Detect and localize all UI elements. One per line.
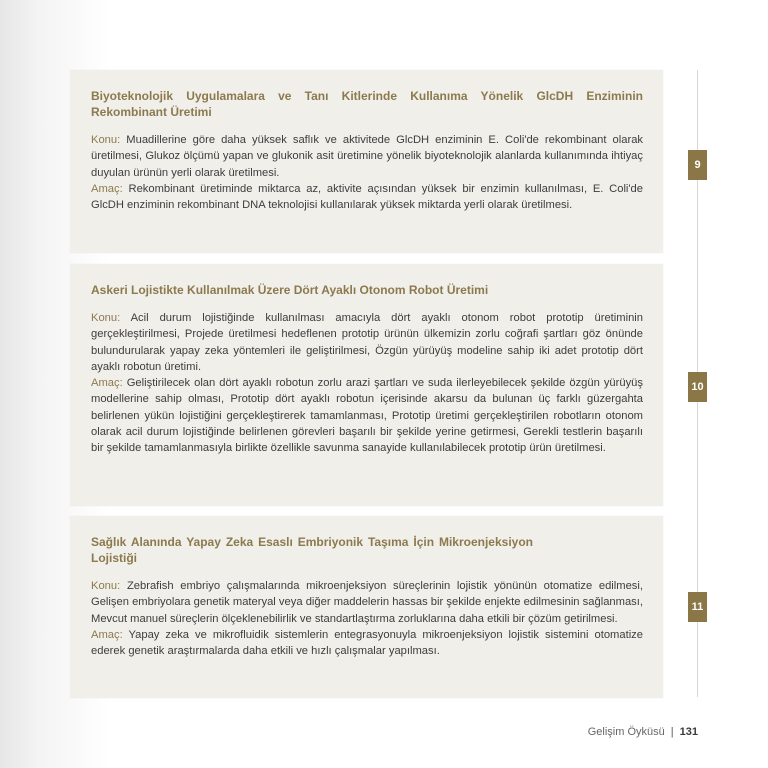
page-number: 131 bbox=[679, 726, 698, 738]
project-card-10 bbox=[70, 264, 663, 506]
project-body bbox=[91, 578, 643, 659]
konu-text: Muadillerine göre daha yüksek saflık ve aktivitede GlcDH enziminin E. Coli'de rekombinant olarak üretilmesi, Glukoz ölçümü yapan ve glukonik asit üretimine yönelik biyoteknolojik alanlarda kullanımında ihtiyaç duyulan ürünün yerli olarak üretilmesi. bbox=[91, 134, 644, 179]
project-number-badge: 10 bbox=[688, 372, 707, 402]
project-title: Sağlık Alanında Yapay Zeka Esaslı Embriyonik Taşıma İçin Mikroenjeksiyon Lojistiği bbox=[91, 535, 533, 565]
amac-label: Amaç: bbox=[91, 377, 123, 390]
footer-separator: | bbox=[670, 726, 674, 738]
project-body bbox=[91, 132, 643, 213]
project-body bbox=[91, 310, 643, 457]
konu-text: Acil durum lojistiğinde kullanılması amacıyla dört ayaklı otonom robot prototip üretiminin gerçekleştirilmesi, Projede üretilmesi hedeflenen prototip ürünün ülkemizin zorlu coğrafi şartları göz önünde bulundurularak yapay zeka yöntemleri ile geliştirilmesi, Özgün yürüyüş modeline sahip iki adet prototip dört ayaklı robotun üretimi. bbox=[91, 312, 643, 373]
project-card-11 bbox=[70, 516, 663, 698]
project-title: Biyoteknolojik Uygulamalara ve Tanı Kitlerinde Kullanıma Yönelik GlcDH Enziminin Rekombinant Üretimi bbox=[91, 89, 643, 119]
konu-label: Konu: bbox=[91, 580, 121, 592]
konu-label: Konu: bbox=[91, 312, 121, 324]
amac-label: Amaç: bbox=[91, 628, 123, 641]
amac-text: Geliştirilecek olan dört ayaklı robotun zorlu arazi şartları ve suda ilerleyebilecek şekilde özgün yürüyüş modellerine sahip olması, Prototip dört ayaklı robotun içerisinde akarsu da bulunan üç farklı güzergahta belirlenen yükün lojistiğini gerçekleştirerek tamamlanması, Prototip üretimi gerçekleştirilen robotların otonom olarak acil durum lojistiğinde belirlenen görevleri başarılı bir şekilde yerine getirmesi, Gerekli testlerin başarılı bir şekilde tamamlanmasıyla birlikte özellikle savunma sanayide kullanılabilecek prototip ürün üretilmesi. bbox=[91, 377, 643, 455]
project-card-9 bbox=[70, 70, 663, 253]
konu-label: Konu: bbox=[91, 134, 121, 146]
footer-section-title: Gelişim Öyküsü bbox=[587, 726, 665, 738]
amac-label: Amaç: bbox=[91, 182, 123, 195]
page-footer bbox=[588, 726, 698, 738]
project-number-badge: 9 bbox=[688, 150, 707, 180]
konu-text: Zebrafish embriyo çalışmalarında mikroenjeksiyon süreçlerinin lojistik yönünün otomatize edilmesi, Gelişen embriyolara genetik materyal veya diğer maddelerin hassas bir şekilde enjekte edilmesinin sağlanması, Mevcut manuel süreçlerin ölçeklenebilirlik ve standartlaştırma zorluklarına daha etkili bir çözüm getirilmesi. bbox=[91, 580, 643, 625]
amac-text: Yapay zeka ve mikrofluidik sistemlerin entegrasyonuyla mikroenjeksiyon lojistik sistemini otomatize ederek genetik araştırmalarda daha etkili ve hızlı çalışmalar yapılması. bbox=[91, 628, 643, 658]
project-number-badge: 11 bbox=[688, 592, 707, 622]
project-title: Askeri Lojistikte Kullanılmak Üzere Dört Ayaklı Otonom Robot Üretimi bbox=[91, 283, 489, 297]
amac-text: Rekombinant üretiminde miktarca az, aktivite açısından yüksek bir enzimin kullanılması, E. Coli'de GlcDH enziminin rekombinant DNA teknolojisi kullanılarak yüksek miktarda yerli olarak üretilmesi. bbox=[91, 182, 644, 212]
